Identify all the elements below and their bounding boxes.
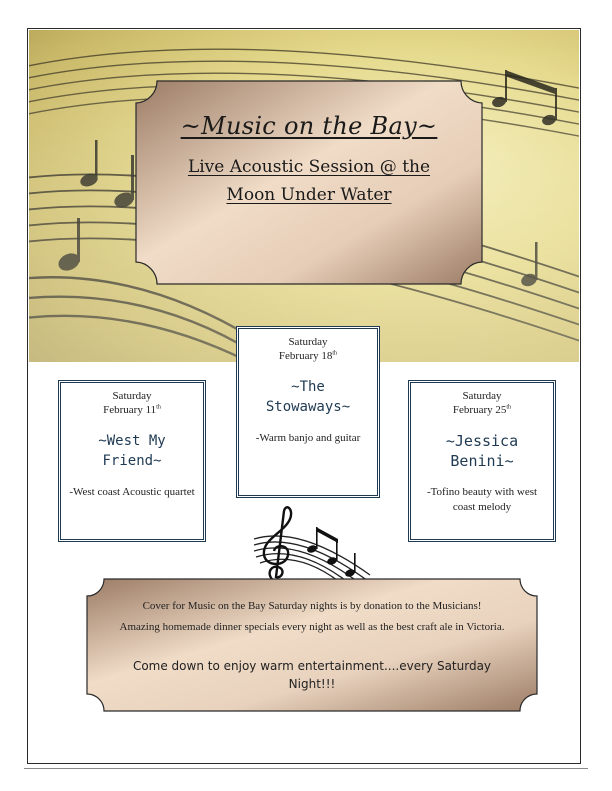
subtitle-line-2: Moon Under Water — [226, 185, 392, 205]
band-description: -Tofino beauty with west coast melody — [426, 486, 538, 513]
invitation-note: Come down to enjoy warm entertainment....every Saturday Night!!! — [132, 659, 492, 691]
event-title: ~Music on the Bay~ — [180, 112, 438, 140]
dinner-note: Amazing homemade dinner specials every night as well as the best craft ale in Victoria. — [119, 621, 505, 633]
band-month-line: February 25th — [452, 404, 512, 416]
cover-note: Cover for Music on the Bay Saturday nights is by donation to the Musicians! — [142, 600, 482, 612]
title-plaque — [135, 80, 483, 285]
band-month-line: February 18th — [278, 350, 338, 362]
page-bottom-rule — [24, 768, 588, 769]
band-name: ~The Stowaways~ — [265, 379, 351, 415]
band-name: ~Jessica Benini~ — [445, 432, 519, 470]
info-plaque — [86, 578, 538, 712]
band-name: ~West My Friend~ — [98, 433, 166, 469]
event-subtitle — [165, 153, 453, 209]
band-card-the-stowaways — [236, 326, 380, 498]
band-description: -West coast Acoustic quartet — [69, 486, 195, 498]
band-date — [411, 389, 553, 417]
band-description: -Warm banjo and guitar — [255, 432, 361, 444]
band-day: Saturday — [462, 390, 502, 402]
band-day: Saturday — [112, 390, 152, 402]
band-card-west-my-friend — [58, 380, 206, 542]
subtitle-line-1: Live Acoustic Session @ the — [187, 157, 431, 177]
band-card-jessica-benini — [408, 380, 556, 542]
band-month-line: February 11th — [103, 404, 161, 416]
band-day: Saturday — [288, 336, 328, 348]
band-date — [239, 335, 377, 363]
band-date — [61, 389, 203, 417]
